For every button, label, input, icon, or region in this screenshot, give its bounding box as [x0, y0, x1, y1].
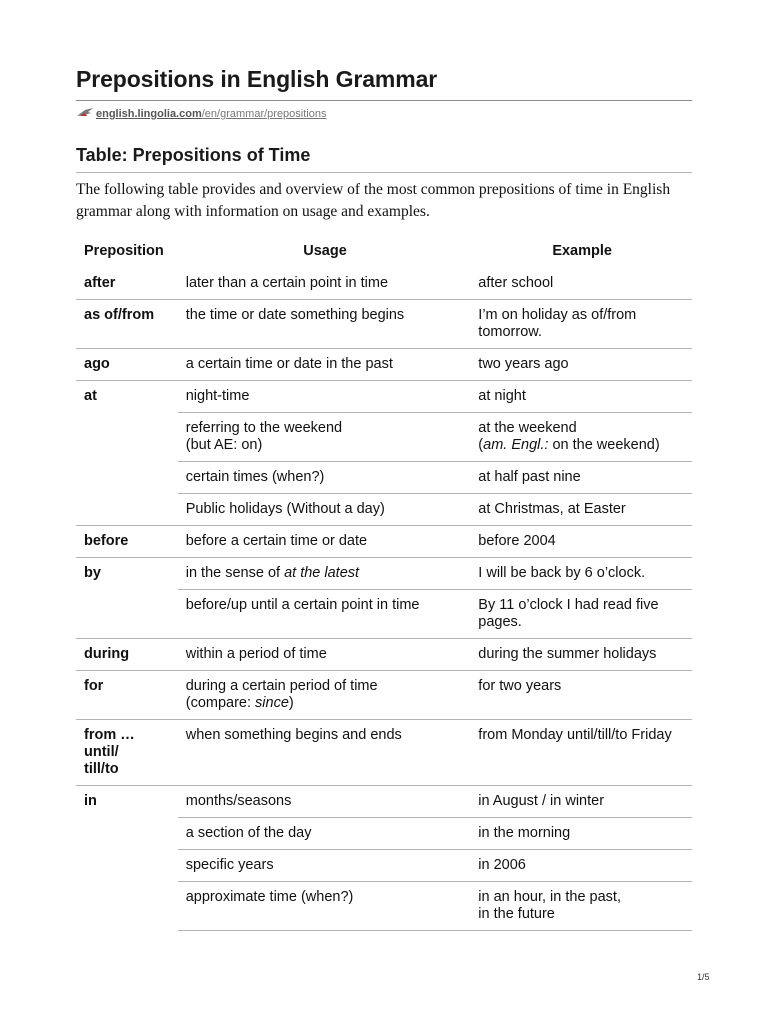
- usage-italic: since: [255, 695, 289, 711]
- usage-cell: before a certain time or date: [178, 526, 471, 558]
- table-row: [76, 590, 692, 639]
- usage-cell: before/up until a certain point in time: [178, 590, 471, 639]
- title-divider: [76, 100, 692, 101]
- example-line: in an hour, in the past,: [478, 889, 621, 905]
- table-row: [76, 462, 692, 494]
- example-cell: two years ago: [470, 349, 692, 381]
- table-row: [76, 381, 692, 413]
- example-cell: at night: [470, 381, 692, 413]
- column-header-example: Example: [552, 243, 612, 259]
- table-row: [76, 413, 692, 462]
- page-number: 1/5: [697, 972, 710, 982]
- preposition-cell: [76, 850, 178, 882]
- example-line: at the weekend: [478, 420, 577, 436]
- source-domain[interactable]: english.lingolia.com: [96, 107, 202, 120]
- preposition-cell: ago: [76, 349, 178, 381]
- preposition-cell: at: [84, 388, 97, 404]
- example-cell: [470, 882, 692, 931]
- preposition-cell: [76, 494, 178, 526]
- preposition-line: from …: [84, 727, 135, 743]
- preposition-cell: in: [84, 793, 97, 809]
- example-cell: in August / in winter: [470, 786, 692, 818]
- example-line: in the future: [478, 906, 555, 922]
- usage-cell: when something begins and ends: [178, 720, 471, 786]
- usage-close: ): [288, 695, 294, 711]
- table-header-row: [76, 238, 692, 268]
- usage-cell: Public holidays (Without a day): [178, 494, 471, 526]
- usage-cell: [178, 671, 471, 720]
- preposition-cell: [76, 818, 178, 850]
- usage-compare: (compare:: [185, 695, 256, 711]
- usage-cell: a section of the day: [178, 818, 471, 850]
- example-cell: for two years: [470, 671, 692, 720]
- example-cell: I’m on holiday as of/from tomorrow.: [470, 300, 692, 349]
- usage-cell: months/seasons: [178, 786, 471, 818]
- example-cell: at the weekend (am. Engl.: on the weekend): [470, 413, 692, 462]
- example-cell: I will be back by 6 o’clock.: [470, 558, 692, 590]
- usage-cell: the time or date something begins: [178, 300, 471, 349]
- usage-plain: in the sense of: [185, 565, 281, 581]
- example-rest: on the weekend): [548, 437, 660, 453]
- usage-cell: [178, 558, 471, 590]
- table-row: [76, 720, 692, 786]
- preposition-cell: before: [76, 526, 178, 558]
- table-row: [76, 850, 692, 882]
- table-row: [76, 671, 692, 720]
- usage-italic: at the latest: [284, 565, 360, 581]
- table-row: [76, 268, 692, 300]
- usage-cell: approximate time (when?): [178, 882, 471, 931]
- table-row: [76, 526, 692, 558]
- page-title: Prepositions in English Grammar: [76, 66, 438, 92]
- preposition-cell: [76, 413, 178, 462]
- lingolia-logo-icon: [76, 107, 94, 121]
- preposition-line: till/to: [84, 761, 119, 777]
- table-row: [76, 882, 692, 931]
- preposition-cell: during: [76, 639, 178, 671]
- usage-cell: certain times (when?): [178, 462, 471, 494]
- example-italic: am. Engl.:: [483, 437, 549, 453]
- example-cell: at half past nine: [470, 462, 692, 494]
- example-cell: By 11 o’clock I had read five pages.: [470, 590, 692, 639]
- preposition-cell: after: [76, 268, 178, 300]
- example-cell: from Monday until/till/to Friday: [470, 720, 692, 786]
- table-row: [76, 300, 692, 349]
- example-cell: during the summer holidays: [470, 639, 692, 671]
- usage-cell: a certain time or date in the past: [178, 349, 471, 381]
- example-cell: in the morning: [470, 818, 692, 850]
- column-header-preposition: Preposition: [84, 243, 164, 259]
- usage-line: during a certain period of time: [185, 678, 378, 694]
- preposition-line: until/: [84, 744, 119, 760]
- example-cell: before 2004: [470, 526, 692, 558]
- prepositions-table: [76, 238, 692, 931]
- usage-cell: specific years: [178, 850, 471, 882]
- table-row: [76, 494, 692, 526]
- example-cell: in 2006: [470, 850, 692, 882]
- preposition-cell: as of/from: [76, 300, 178, 349]
- usage-cell: within a period of time: [178, 639, 471, 671]
- section-title: Table: Prepositions of Time: [76, 145, 311, 165]
- table-row: [76, 786, 692, 818]
- example-cell: at Christmas, at Easter: [470, 494, 692, 526]
- intro-paragraph: The following table provides and overview of the most common prepositions of time in English grammar along with information on usage and examples.: [76, 181, 671, 220]
- usage-line: referring to the weekend: [185, 420, 343, 436]
- usage-cell: [178, 413, 471, 462]
- preposition-cell: for: [76, 671, 178, 720]
- preposition-cell: [76, 882, 178, 931]
- example-cell: after school: [470, 268, 692, 300]
- preposition-cell: by: [84, 565, 101, 581]
- usage-cell: night-time: [178, 381, 471, 413]
- table-row: [76, 639, 692, 671]
- preposition-cell: [76, 720, 178, 786]
- preposition-cell: [76, 462, 178, 494]
- column-header-usage: Usage: [303, 243, 347, 259]
- table-row: [76, 349, 692, 381]
- preposition-cell: [76, 590, 178, 639]
- source-link[interactable]: [76, 107, 326, 121]
- usage-cell: later than a certain point in time: [178, 268, 471, 300]
- table-row: [76, 818, 692, 850]
- table-row: [76, 558, 692, 590]
- usage-line: (but AE: on): [185, 437, 263, 453]
- section-divider: [76, 172, 692, 173]
- source-path[interactable]: /en/grammar/prepositions: [201, 107, 327, 120]
